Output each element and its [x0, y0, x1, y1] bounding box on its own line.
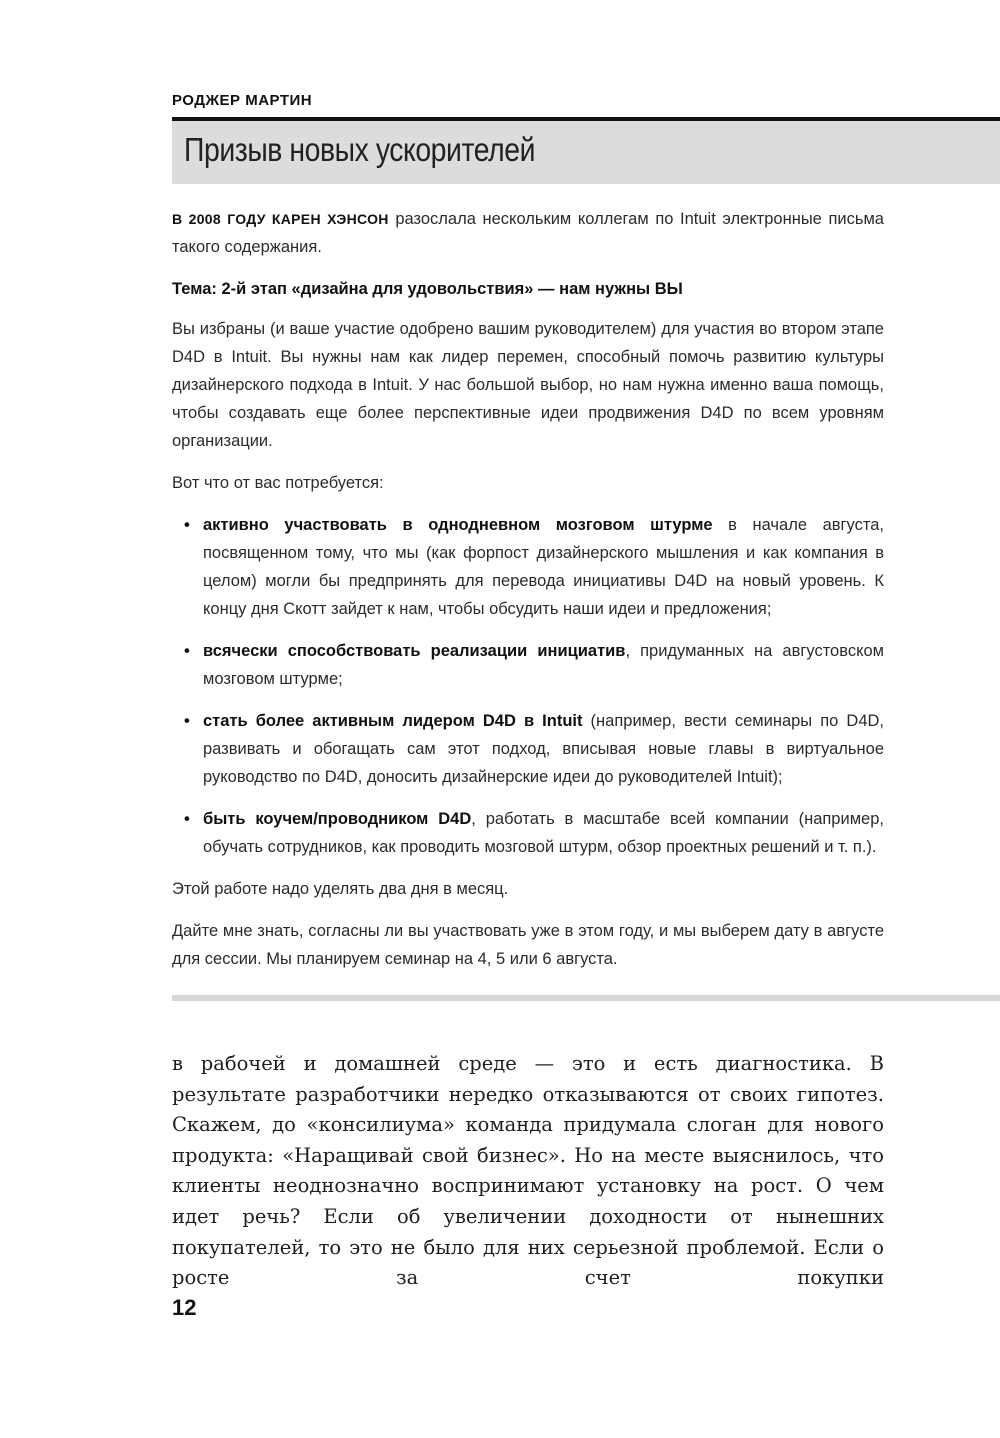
sidebar-box [172, 205, 884, 987]
time-note: Этой работе надо уделять два дня в месяц. [172, 880, 509, 898]
email-subject: Тема: 2-й этап «дизайна для удовольствия» — нам нужны ВЫ [172, 280, 683, 298]
running-header-author: РОДЖЕР МАРТИН [172, 92, 313, 109]
bullet-icon: • [184, 642, 190, 660]
list-item-text: , работать в масштабе всей компании (например, обучать сотрудников, как проводить мозговой штурм, обзор проектных решений и т. п.). [203, 810, 884, 856]
list-item-bold: быть коучем/проводником D4D [203, 810, 472, 828]
body-paragraph: в рабочей и домашней среде — это и есть диагностика. В результате разработчики нередко отказываются от своих гипотез. Скажем, до «консилиума» команда придумала слоган для нового продукта: «Наращивай свой бизнес». Но на месте выяснилось, что клиенты неоднозначно воспринимают установку на рост. О чем идет речь? Если об увеличении доходности от нынешних покупателей, то это не было для них серьезной проблемой. Если о росте за счет покупки [172, 1052, 884, 1290]
list-item [172, 637, 884, 693]
bullet-icon: • [184, 712, 190, 730]
main-body-text [172, 1049, 884, 1294]
bullet-icon: • [184, 810, 190, 828]
sidebar-bottom-rule [172, 995, 1000, 1001]
sidebar-title: Призыв новых ускорителей [184, 131, 536, 168]
intro-text: разослала нескольким коллегам по Intuit электронные письма такого содержания. [172, 210, 884, 256]
task-list [172, 511, 884, 861]
list-item-bold: активно участвовать в однодневном мозговом штурме [203, 516, 713, 534]
list-item-bold: всячески способствовать реализации инициатив [203, 642, 626, 660]
list-item-bold: стать более активным лидером D4D в Intuit [203, 712, 583, 730]
closing-paragraph: Дайте мне знать, согласны ли вы участвовать уже в этом году, и мы выберем дату в августе для сессии. Мы планируем семинар на 4, 5 или 6 августа. [172, 922, 884, 968]
sidebar-title-bar [172, 117, 1000, 184]
list-item-text: , придуманных на августовском мозговом штурме; [203, 642, 884, 688]
bullet-icon: • [184, 516, 190, 534]
email-paragraph: Вы избраны (и ваше участие одобрено вашим руководителем) для участия во втором этапе D4D в Intuit. Вы нужны нам как лидер перемен, способный помочь развитию культуры дизайнерского подхода в Intuit. У нас большой выбор, но нам нужна именно ваша помощь, чтобы создавать еще более перспективные идеи продвижения D4D по всем уровням организации. [172, 320, 884, 450]
list-intro: Вот что от вас потребуется: [172, 474, 384, 492]
intro-lead: В 2008 ГОДУ КАРЕН ХЭНСОН [172, 211, 389, 227]
list-item-text: в начале августа, посвященном тому, что мы (как форпост дизайнерского мышления и как компания в целом) могли бы предпринять для перевода инициативы D4D на новый уровень. К концу дня Скотт зайдет к нам, чтобы обсудить наши идеи и предложения; [203, 516, 884, 618]
list-item [172, 511, 884, 623]
list-item [172, 707, 884, 791]
list-item-text: (например, вести семинары по D4D, развивать и обогащать сам этот подход, вписывая новые главы в виртуальное руководство по D4D, доносить дизайнерские идеи до руководителей Intuit); [203, 712, 885, 786]
sidebar-intro [172, 205, 884, 261]
list-item [172, 805, 884, 861]
page-number: 12 [172, 1295, 197, 1320]
